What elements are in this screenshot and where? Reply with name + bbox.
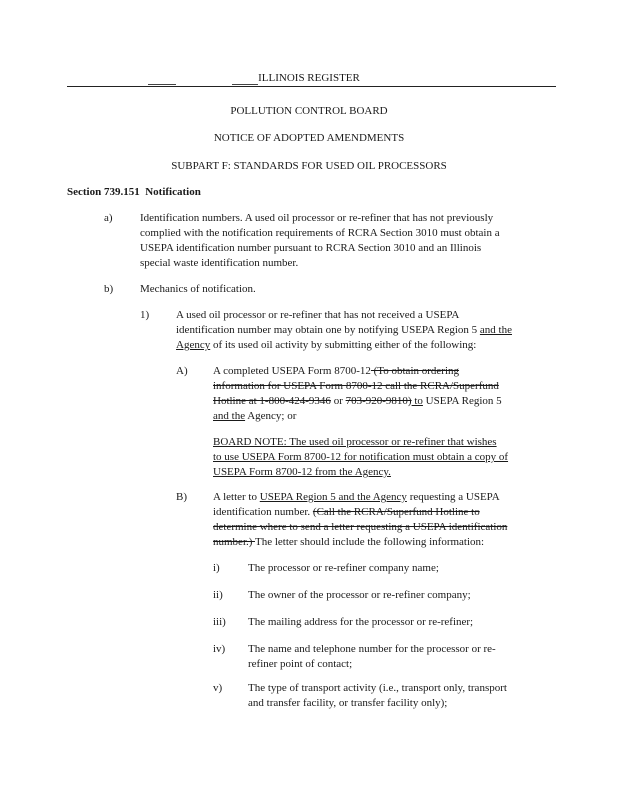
paragraph-a-line: Identification numbers. A used oil processor or re-refiner that has not previously <box>140 212 494 224</box>
deleted-text: determine where to send a letter requesting a USEPA identification <box>213 521 508 533</box>
subparagraph-1-line <box>176 324 512 337</box>
list-item: refiner point of contact; <box>248 658 353 670</box>
item-B-line <box>213 536 484 549</box>
subpart-title: SUBPART F: STANDARDS FOR USED OIL PROCESSORS <box>171 160 447 172</box>
subparagraph-1-line <box>176 339 476 352</box>
inserted-text: USEPA Region 5 and the Agency <box>259 491 407 503</box>
subparagraph-1-line: A used oil processor or re-refiner that has not received a USEPA <box>176 309 460 321</box>
scan-mark <box>148 84 176 85</box>
subparagraph-1-label: 1) <box>140 309 150 321</box>
item-A-line <box>213 395 502 408</box>
section-heading <box>67 186 201 199</box>
list-item-label: iv) <box>213 643 226 655</box>
inserted-text: to <box>411 395 423 407</box>
text-span: USEPA Region 5 <box>422 395 502 407</box>
item-B-label: B) <box>176 491 187 503</box>
item-A-line <box>213 365 459 378</box>
paragraph-a-line: special waste identification number. <box>140 257 299 269</box>
list-item: and transfer facility, or transfer facility only); <box>248 697 448 709</box>
board-note-line: to use USEPA Form 8700-12 for notification must obtain a copy of <box>213 451 509 463</box>
board-note-line: USEPA Form 8700-12 from the Agency. <box>213 466 391 478</box>
deleted-text: (Call the RCRA/Superfund Hotline to <box>312 506 480 518</box>
item-A-line <box>213 410 296 423</box>
text-span: identification number may obtain one by notifying USEPA Region 5 <box>176 324 480 336</box>
list-item-label: i) <box>213 562 220 574</box>
list-item: The type of transport activity (i.e., transport only, transport <box>248 682 507 694</box>
header-rule <box>67 86 556 87</box>
paragraph-a-line: USEPA identification number pursuant to RCRA Section 3010 and an Illinois <box>140 242 482 254</box>
list-item-label: iii) <box>213 616 226 628</box>
inserted-text: Agency <box>176 339 211 351</box>
item-B-line <box>213 506 480 519</box>
list-item: The processor or re-refiner company name; <box>248 562 439 574</box>
section-title: Notification <box>145 186 201 198</box>
register-title: ILLINOIS REGISTER <box>258 72 360 84</box>
text-span: requesting a USEPA <box>406 491 500 503</box>
deleted-text: information for USEPA Form 8700-12 call the RCRA/Superfund <box>213 380 499 392</box>
section-number: Section 739.151 <box>67 186 140 198</box>
item-B-line <box>213 491 500 504</box>
paragraph-a-line: complied with the notification requirements of RCRA Section 3010 must obtain a <box>140 227 500 239</box>
deleted-text: 703-920-9810) <box>345 395 412 407</box>
text-span: A completed USEPA Form 8700-12 <box>213 365 371 377</box>
scan-mark <box>232 84 258 85</box>
list-item-label: ii) <box>213 589 223 601</box>
list-item: The owner of the processor or re-refiner company; <box>248 589 471 601</box>
list-item: The mailing address for the processor or re-refiner; <box>248 616 474 628</box>
paragraph-b-label: b) <box>104 283 114 295</box>
text-span: or <box>330 395 346 407</box>
list-item-label: v) <box>213 682 223 694</box>
list-item: The name and telephone number for the processor or re- <box>248 643 496 655</box>
text-span: A letter to <box>213 491 260 503</box>
inserted-text: and the <box>213 410 246 422</box>
text-span: of its used oil activity by submitting either of the following: <box>210 339 477 351</box>
text-span: identification number. <box>213 506 313 518</box>
paragraph-a-label: a) <box>104 212 113 224</box>
inserted-text: and the <box>479 324 512 336</box>
paragraph-b-text: Mechanics of notification. <box>140 283 256 295</box>
deleted-text: number.) <box>213 536 255 548</box>
text-span: Agency; or <box>245 410 297 422</box>
deleted-text: (To obtain ordering <box>370 365 460 377</box>
board-title: POLLUTION CONTROL BOARD <box>230 105 388 117</box>
deleted-text: Hotline at 1-800-424-9346 <box>213 395 331 407</box>
item-A-label: A) <box>176 365 188 377</box>
notice-title: NOTICE OF ADOPTED AMENDMENTS <box>213 132 405 144</box>
board-note-line: BOARD NOTE: The used oil processor or re-refiner that wishes <box>213 436 497 448</box>
text-span: The letter should include the following information: <box>254 536 485 548</box>
